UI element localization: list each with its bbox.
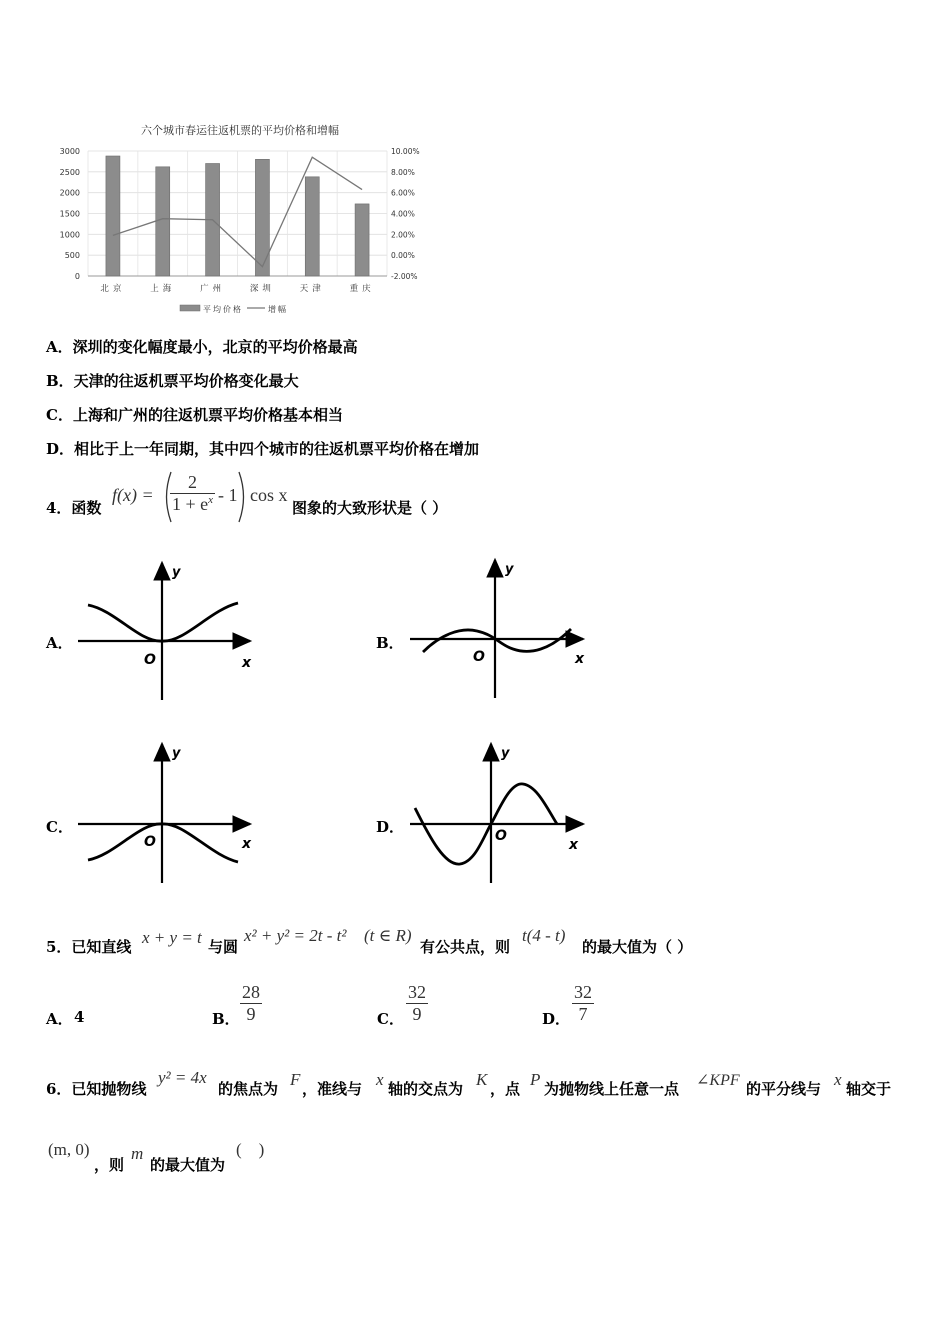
legend-label: 增幅	[268, 305, 288, 314]
q6-x2: x	[834, 1070, 842, 1089]
origin-label: O	[495, 828, 507, 844]
q4-label-b: B．	[376, 634, 404, 652]
bar-天津	[305, 177, 319, 276]
q6-point: (m, 0)	[48, 1140, 90, 1159]
q4-frac-num: 2	[170, 472, 215, 494]
origin-label: O	[144, 652, 156, 668]
bar-上海	[156, 167, 170, 276]
right-tick-label: 4.00%	[391, 209, 415, 219]
q5-mid: 与圆	[208, 938, 239, 956]
y-label: y	[505, 562, 514, 577]
category-label: 重庆	[349, 284, 375, 294]
x-label: x	[569, 837, 579, 853]
q5-opt-c-den: 9	[412, 1004, 422, 1024]
right-tick-label: 2.00%	[391, 230, 415, 240]
q4-graph-a	[70, 555, 270, 705]
left-tick-label: 2500	[59, 167, 80, 177]
q5-opt-c-frac	[406, 982, 428, 1025]
left-tick-label: 3000	[59, 147, 80, 156]
q6-t4: ，点	[490, 1080, 521, 1098]
right-tick-label: -2.00%	[391, 272, 418, 281]
q6-paren: ( )	[236, 1140, 265, 1159]
q5-mid2: 有公共点，则	[420, 938, 511, 956]
q4-suffix: 图象的大致形状是（ ）	[292, 499, 448, 517]
q6-m: m	[131, 1144, 144, 1163]
q6-t9: 的最大值为	[150, 1156, 226, 1174]
q4-cos: cos x	[250, 485, 288, 505]
q6-parabola: y² = 4x	[158, 1068, 207, 1087]
q5-line-eq: x + y = t	[142, 928, 202, 947]
q5-circle-eq: x² + y² = 2t - t²	[244, 926, 347, 945]
bar-重庆	[355, 204, 369, 276]
q6-F: F	[290, 1070, 301, 1089]
q5-opt-b-label: B．	[212, 1010, 240, 1028]
q4-fraction	[170, 472, 215, 515]
q5-prefix: 5．已知直线	[46, 938, 132, 956]
right-tick-label: 0.00%	[391, 251, 415, 261]
category-label: 深圳	[249, 284, 275, 294]
right-tick-label: 6.00%	[391, 188, 415, 198]
q3-option-d: D．相比于上一年同期，其中四个城市的往返机票平均价格在增加	[46, 440, 480, 458]
q6-prefix: 6．已知抛物线	[46, 1080, 147, 1098]
q5-opt-a-label: A．	[46, 1010, 73, 1028]
q6-t1: 的焦点为	[218, 1080, 279, 1098]
bar-line-chart	[40, 118, 440, 318]
left-tick-label: 1500	[59, 209, 80, 219]
category-label: 北京	[100, 284, 126, 294]
q6-t7: 轴交于	[846, 1080, 892, 1098]
category-label: 天津	[299, 284, 325, 294]
right-tick-label: 8.00%	[391, 167, 415, 177]
q6-K: K	[476, 1070, 488, 1089]
q3-option-b: B．天津的往返机票平均价格变化最大	[46, 372, 299, 390]
q5-opt-a-value: 4	[74, 1008, 85, 1026]
q4-minus-one: - 1	[218, 485, 238, 505]
y-label: y	[172, 746, 181, 761]
category-label: 广州	[200, 284, 226, 294]
q5-opt-b-num: 28	[242, 982, 260, 1002]
q5-opt-b-frac	[240, 982, 262, 1025]
q6-t8: ，则	[94, 1156, 125, 1174]
origin-label: O	[473, 649, 485, 665]
q4-label-a: A．	[46, 634, 73, 652]
q5-opt-b-den: 9	[246, 1004, 256, 1024]
chart-title: 六个城市春运往返机票的平均价格和增幅	[141, 124, 339, 137]
left-tick-label: 2000	[59, 188, 80, 198]
q4-graph-b	[405, 555, 595, 705]
x-label: x	[242, 655, 252, 671]
q5-expr: t(4 - t)	[522, 926, 566, 945]
q6-t6: 的平分线与	[746, 1080, 822, 1098]
q4-label-d: D．	[376, 818, 405, 836]
q4-graph-d	[405, 738, 595, 888]
q4-graph-c	[70, 738, 270, 888]
q5-domain: (t ∈ R)	[364, 926, 412, 945]
q5-opt-d-label: D．	[542, 1010, 571, 1028]
q4-prefix: 4．函数	[46, 499, 102, 517]
legend-label: 平均价格	[203, 305, 243, 314]
legend-swatch-bar	[180, 305, 200, 311]
q4-right-paren	[236, 470, 250, 524]
q6-P: P	[530, 1070, 541, 1089]
x-label: x	[575, 651, 585, 667]
x-label: x	[242, 836, 252, 852]
right-tick-label: 10.00%	[391, 147, 420, 156]
q6-angle: ∠KPF	[696, 1072, 740, 1089]
q4-label-c: C．	[46, 818, 73, 836]
q5-suffix: 的最大值为（ ）	[582, 938, 693, 956]
q6-t2: ，准线与	[302, 1080, 363, 1098]
q5-opt-c-num: 32	[408, 982, 426, 1002]
y-label: y	[501, 746, 510, 761]
q4-frac-den: 1 + e	[172, 494, 209, 514]
q4-frac-den-sup: x	[208, 494, 214, 506]
bar-北京	[106, 156, 120, 276]
left-tick-label: 1000	[59, 230, 80, 240]
left-tick-label: 500	[64, 251, 80, 261]
category-label: 上海	[150, 284, 176, 294]
q6-x: x	[376, 1070, 384, 1089]
y-label: y	[172, 565, 181, 580]
q5-opt-d-frac	[572, 982, 594, 1025]
q6-t5: 为抛物线上任意一点	[544, 1080, 680, 1098]
curve	[423, 629, 571, 652]
q5-opt-d-num: 32	[574, 982, 592, 1002]
q3-option-a: A．深圳的变化幅度最小，北京的平均价格最高	[46, 338, 358, 356]
q4-fx: f(x) =	[112, 485, 154, 505]
q5-opt-c-label: C．	[377, 1010, 404, 1028]
q3-option-c: C．上海和广州的往返机票平均价格基本相当	[46, 406, 343, 424]
q6-t3: 轴的交点为	[388, 1080, 464, 1098]
bar-深圳	[255, 159, 269, 276]
q5-opt-d-den: 7	[578, 1004, 588, 1024]
left-tick-label: 0	[74, 272, 80, 281]
origin-label: O	[144, 834, 156, 850]
